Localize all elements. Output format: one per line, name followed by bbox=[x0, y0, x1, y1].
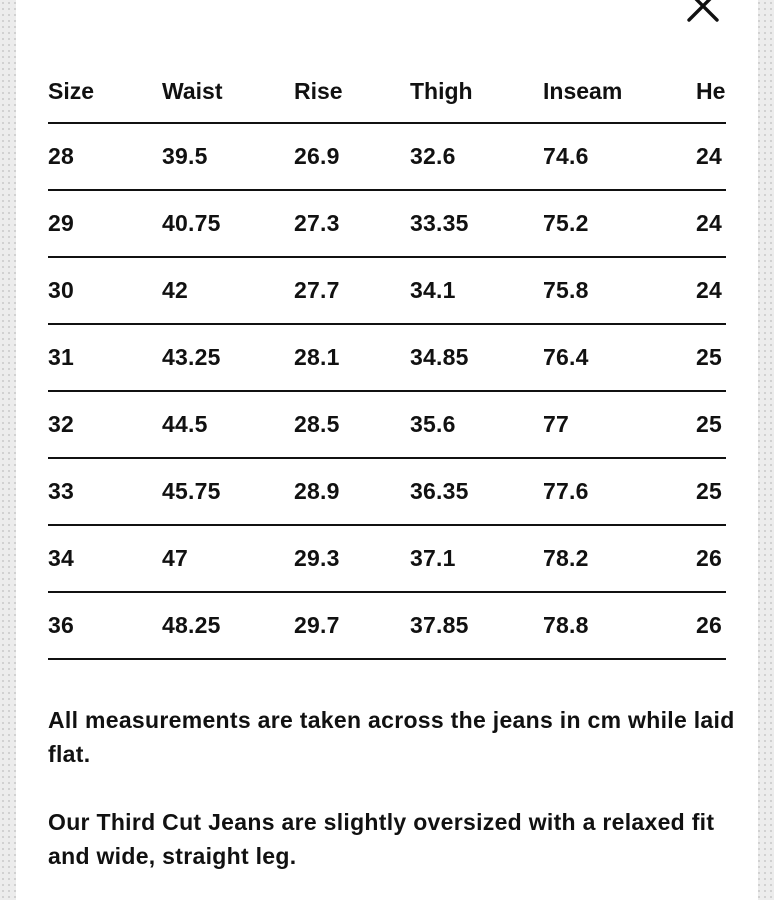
table-cell: 24 bbox=[696, 257, 726, 324]
table-cell: 40.75 bbox=[162, 190, 294, 257]
table-cell: 77 bbox=[543, 391, 696, 458]
size-notes bbox=[48, 703, 738, 900]
table-cell: 28.1 bbox=[294, 324, 410, 391]
close-icon bbox=[684, 0, 722, 24]
table-cell: 26 bbox=[696, 525, 726, 592]
table-row bbox=[48, 592, 726, 659]
table-cell: 29 bbox=[48, 190, 162, 257]
table-cell: 24 bbox=[696, 190, 726, 257]
table-cell: 25 bbox=[696, 324, 726, 391]
column-header-thigh: Thigh bbox=[410, 58, 543, 123]
column-header-size: Size bbox=[48, 58, 162, 123]
table-cell: 77.6 bbox=[543, 458, 696, 525]
table-cell: 25 bbox=[696, 458, 726, 525]
column-header-inseam: Inseam bbox=[543, 58, 696, 123]
table-cell: 28 bbox=[48, 123, 162, 190]
size-table-scroll-area[interactable] bbox=[48, 58, 726, 660]
table-row bbox=[48, 525, 726, 592]
table-cell: 29.3 bbox=[294, 525, 410, 592]
table-cell: 27.7 bbox=[294, 257, 410, 324]
table-cell: 25 bbox=[696, 391, 726, 458]
table-cell: 35.6 bbox=[410, 391, 543, 458]
table-row bbox=[48, 257, 726, 324]
table-cell: 44.5 bbox=[162, 391, 294, 458]
size-guide-modal bbox=[16, 0, 758, 900]
table-cell: 37.85 bbox=[410, 592, 543, 659]
table-cell: 32 bbox=[48, 391, 162, 458]
table-cell: 26 bbox=[696, 592, 726, 659]
measurement-note: All measurements are taken across the jeans in cm while laid flat. bbox=[48, 707, 735, 767]
table-cell: 47 bbox=[162, 525, 294, 592]
table-cell: 24 bbox=[696, 123, 726, 190]
column-header-rise: Rise bbox=[294, 58, 410, 123]
table-cell: 33.35 bbox=[410, 190, 543, 257]
column-header-waist: Waist bbox=[162, 58, 294, 123]
table-row bbox=[48, 391, 726, 458]
table-row bbox=[48, 324, 726, 391]
table-row bbox=[48, 458, 726, 525]
close-button[interactable] bbox=[684, 0, 722, 24]
table-cell: 45.75 bbox=[162, 458, 294, 525]
fit-note: Our Third Cut Jeans are slightly oversized with a relaxed fit and wide, straight leg. bbox=[48, 809, 715, 869]
table-cell: 43.25 bbox=[162, 324, 294, 391]
table-cell: 34 bbox=[48, 525, 162, 592]
table-cell: 33 bbox=[48, 458, 162, 525]
table-cell: 31 bbox=[48, 324, 162, 391]
table-cell: 75.2 bbox=[543, 190, 696, 257]
table-cell: 37.1 bbox=[410, 525, 543, 592]
size-table bbox=[48, 58, 726, 660]
table-cell: 76.4 bbox=[543, 324, 696, 391]
table-cell: 29.7 bbox=[294, 592, 410, 659]
table-cell: 28.5 bbox=[294, 391, 410, 458]
table-cell: 78.8 bbox=[543, 592, 696, 659]
table-cell: 28.9 bbox=[294, 458, 410, 525]
table-cell: 32.6 bbox=[410, 123, 543, 190]
table-cell: 34.1 bbox=[410, 257, 543, 324]
table-cell: 48.25 bbox=[162, 592, 294, 659]
table-cell: 78.2 bbox=[543, 525, 696, 592]
table-header-row bbox=[48, 58, 726, 123]
table-row bbox=[48, 190, 726, 257]
table-row bbox=[48, 123, 726, 190]
table-cell: 30 bbox=[48, 257, 162, 324]
table-cell: 75.8 bbox=[543, 257, 696, 324]
table-cell: 34.85 bbox=[410, 324, 543, 391]
table-cell: 39.5 bbox=[162, 123, 294, 190]
table-cell: 74.6 bbox=[543, 123, 696, 190]
table-cell: 26.9 bbox=[294, 123, 410, 190]
table-cell: 42 bbox=[162, 257, 294, 324]
table-cell: 27.3 bbox=[294, 190, 410, 257]
table-cell: 36.35 bbox=[410, 458, 543, 525]
column-header-hem: He bbox=[696, 58, 726, 123]
table-cell: 36 bbox=[48, 592, 162, 659]
